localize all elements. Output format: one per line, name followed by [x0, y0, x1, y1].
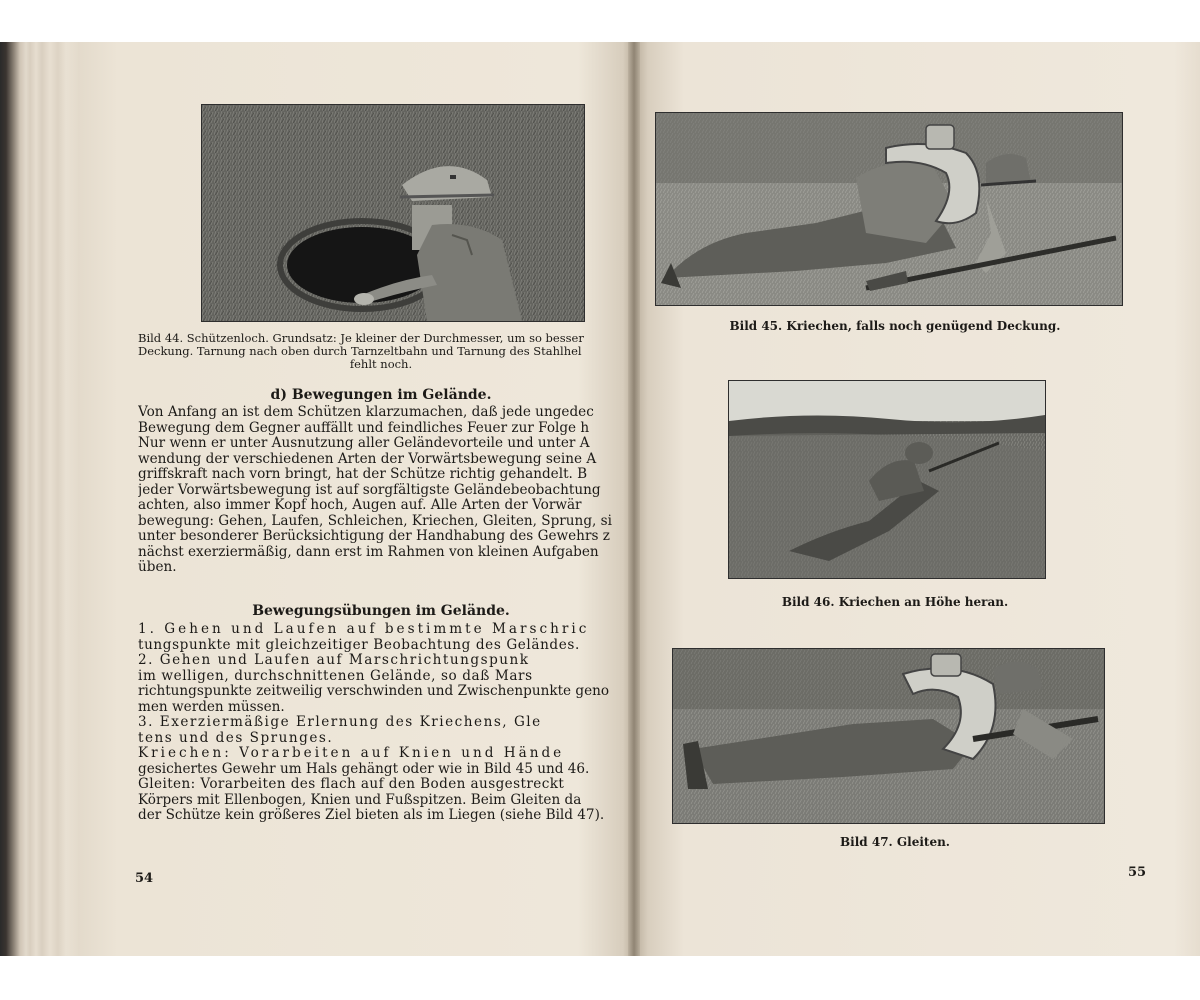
paragraph-line: jeder Vorwärtsbewegung ist auf sorgfältigste Geländebeobachtung	[138, 482, 601, 498]
exercise-line: gesichertes Gewehr um Hals gehängt oder wie in Bild 45 und 46.	[138, 761, 590, 777]
caption-bild-44-line-2: Deckung. Tarnung nach oben durch Tarnzeltbahn und Tarnung des Stahlhel	[138, 345, 582, 358]
exercise-line: tens und des Sprunges.	[138, 730, 334, 746]
exercise-line: Gleiten: Vorarbeiten des flach auf den Boden ausgestreckt	[138, 777, 565, 792]
exercise-line: im welligen, durchschnittenen Gelände, so daß Mars	[138, 668, 533, 684]
paragraph-line: Von Anfang an ist dem Schützen klarzumachen, daß jede ungedec	[138, 405, 594, 420]
paragraph-line: üben.	[138, 560, 177, 575]
caption-bild-44	[138, 332, 624, 371]
caption-bild-44-line-3: fehlt noch.	[349, 357, 413, 371]
exercise-line: der Schütze kein größeres Ziel bieten als im Liegen (siehe Bild 47).	[138, 808, 605, 823]
paragraph-line: griffskraft nach vorn bringt, hat der Schütze richtig gehandelt. B	[138, 467, 588, 482]
exercise-list	[138, 622, 630, 824]
exercise-line: richtungspunkte zeitweilig verschwinden und Zwischenpunkte geno	[138, 684, 610, 699]
paragraph-line: wendung der verschiedenen Arten der Vorwärtsbewegung seine A	[138, 451, 597, 467]
exercise-line: Körpers mit Ellenbogen, Knien und Fußspitzen. Beim Gleiten da	[138, 792, 582, 808]
photo-bild-44-foxhole	[201, 104, 585, 322]
paragraph-line: achten, also immer Kopf hoch, Augen auf. Alle Arten der Vorwär	[138, 498, 582, 513]
photo-bild-45-crawling	[655, 112, 1123, 306]
photo-bild-47-gliding	[672, 648, 1105, 824]
photo-bild-46-crawling-uphill	[728, 380, 1046, 579]
exercise-line: 3. Exerziermäßige Erlernung des Kriechens, Gle	[138, 715, 542, 730]
exercise-line: 1. Gehen und Laufen auf bestimmte Marschric	[138, 622, 590, 637]
exercise-line: 2. Gehen und Laufen auf Marschrichtungspunk	[138, 653, 530, 668]
book-page-edges	[0, 42, 80, 956]
exercise-line: tungspunkte mit gleichzeitiger Beobachtung des Geländes.	[138, 637, 580, 653]
paragraph-line: bewegung: Gehen, Laufen, Schleichen, Kriechen, Gleiten, Sprung, si	[138, 513, 612, 529]
top-border	[0, 0, 1200, 42]
section-heading: d) Bewegungen im Gelände.	[270, 387, 492, 403]
caption-bild-47: Bild 47. Gleiten.	[840, 835, 950, 849]
subheading-exercises: Bewegungsübungen im Gelände.	[252, 603, 510, 619]
exercise-line: Kriechen: Vorarbeiten auf Knien und Hände	[138, 746, 565, 761]
caption-bild-44-line-1: Bild 44. Schützenloch. Grundsatz: Je kleiner der Durchmesser, um so besser	[138, 332, 584, 345]
caption-bild-45: Bild 45. Kriechen, falls noch genügend Deckung.	[729, 319, 1061, 333]
exercise-line: men werden müssen.	[138, 699, 285, 715]
page-number-left: 54	[135, 871, 154, 886]
caption-bild-46: Bild 46. Kriechen an Höhe heran.	[781, 595, 1009, 609]
book-gutter	[628, 42, 640, 956]
page-number-right: 55	[1128, 865, 1147, 880]
paragraph-line: unter besonderer Berücksichtigung der Handhabung des Gewehrs z	[138, 529, 610, 544]
bottom-border	[0, 956, 1200, 1000]
body-paragraph	[138, 405, 630, 576]
paragraph-line: Bewegung dem Gegner auffällt und feindliches Feuer zur Folge h	[138, 420, 590, 436]
paragraph-line: Nur wenn er unter Ausnutzung aller Geländevorteile und unter A	[138, 436, 590, 451]
paragraph-line: nächst exerziermäßig, dann erst im Rahmen von kleinen Aufgaben	[138, 544, 599, 560]
